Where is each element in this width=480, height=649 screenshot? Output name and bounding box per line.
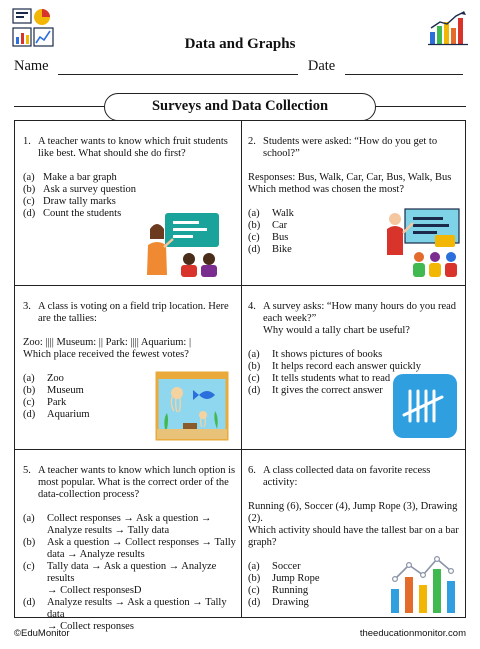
question-number: 4. bbox=[248, 301, 256, 312]
option-b[interactable]: (b) It helps record each answer quickly bbox=[248, 361, 421, 372]
question-text: A teacher wants to know which fruit students like best. What should she do first? bbox=[38, 136, 228, 159]
grid-divider-vertical bbox=[241, 121, 242, 617]
question-1 bbox=[23, 136, 233, 220]
classroom-teacher-icon bbox=[383, 205, 463, 279]
question-prompt: Which method was chosen the most? bbox=[248, 184, 405, 195]
question-text: A class is voting on a field trip location. Here are the tallies: bbox=[38, 301, 229, 324]
question-number: 5. bbox=[23, 465, 31, 476]
responses-text: Responses: Bus, Walk, Car, Car, Bus, Walk, Bus bbox=[248, 172, 452, 183]
question-prompt: Which activity should have the tallest bar on a bar graph? bbox=[248, 525, 459, 548]
option-b[interactable]: (b) Car bbox=[248, 220, 288, 231]
section-title: Surveys and Data Collection bbox=[104, 93, 376, 121]
option-b[interactable]: (b) Ask a question → Collect responses → Tally data → Analyze results bbox=[23, 537, 236, 560]
date-field[interactable] bbox=[345, 61, 463, 75]
option-c[interactable]: (c) Park bbox=[23, 397, 67, 408]
question-text: Students were asked: “How do you get to school?” bbox=[263, 136, 438, 159]
option-a[interactable]: (a) Zoo bbox=[23, 373, 64, 384]
option-c[interactable]: (c) Draw tally marks bbox=[23, 196, 116, 207]
question-prompt: Why would a tally chart be useful? bbox=[263, 325, 410, 336]
option-d[interactable]: (d) Drawing bbox=[248, 597, 309, 608]
option-d[interactable]: (d) Count the students bbox=[23, 208, 122, 219]
question-text: A class collected data on favorite recess activity: bbox=[263, 465, 431, 488]
option-b[interactable]: (b) Museum bbox=[23, 385, 84, 396]
question-number: 3. bbox=[23, 301, 31, 312]
option-d[interactable]: (d) Aquarium bbox=[23, 409, 90, 420]
option-c[interactable]: (c) Running bbox=[248, 585, 309, 596]
option-a[interactable]: (a) Collect responses → Ask a question → Analyze results → Tally data bbox=[23, 513, 212, 536]
option-c[interactable]: (c) Tally data → Ask a question → Analyze results → Collect responsesD bbox=[23, 561, 217, 596]
bar-line-chart-icon bbox=[387, 555, 463, 615]
question-5 bbox=[23, 465, 237, 633]
question-number: 6. bbox=[248, 465, 256, 476]
grid-divider-row1 bbox=[15, 285, 465, 286]
footer-brand: ©EduMonitor bbox=[14, 628, 70, 639]
option-a[interactable]: (a) Walk bbox=[248, 208, 294, 219]
option-b[interactable]: (b) Ask a survey question bbox=[23, 184, 137, 195]
question-number: 2. bbox=[248, 136, 256, 147]
page-title: Data and Graphs bbox=[184, 36, 296, 52]
aquarium-icon bbox=[155, 371, 229, 441]
name-field[interactable] bbox=[58, 61, 298, 75]
footer-website[interactable]: theeducationmonitor.com bbox=[359, 628, 466, 639]
date-label: Date bbox=[307, 58, 336, 74]
question-grid bbox=[14, 120, 466, 632]
question-text: A teacher wants to know which lunch option is most popular. What is the correct order of the data-collection process? bbox=[38, 465, 236, 500]
tally-marks-icon bbox=[392, 373, 458, 439]
data-text: Running (6), Soccer (4), Jump Rope (3), Drawing (2). bbox=[248, 501, 458, 524]
question-text: A survey asks: “How many hours do you read each week?” bbox=[263, 301, 457, 324]
question-prompt: Which place received the fewest votes? bbox=[23, 349, 189, 360]
tally-text: Zoo: |||| Museum: || Park: |||| Aquarium: | bbox=[23, 337, 192, 348]
option-d[interactable]: (d) Bike bbox=[248, 244, 292, 255]
name-label: Name bbox=[14, 58, 49, 74]
option-b[interactable]: (b) Jump Rope bbox=[248, 573, 320, 584]
teacher-presentation-icon bbox=[145, 209, 223, 277]
option-a[interactable]: (a) It shows pictures of books bbox=[248, 349, 383, 360]
option-a[interactable]: (a) Make a bar graph bbox=[23, 172, 117, 183]
name-date-row bbox=[14, 58, 466, 75]
option-c[interactable]: (c) It tells students what to read bbox=[248, 373, 391, 384]
option-a[interactable]: (a) Soccer bbox=[248, 561, 301, 572]
option-c[interactable]: (c) Bus bbox=[248, 232, 289, 243]
option-d[interactable]: (d) It gives the correct answer bbox=[248, 385, 383, 396]
question-number: 1. bbox=[23, 136, 31, 147]
option-d[interactable]: (d) Analyze results → Ask a question → Tally data → Collect responses bbox=[23, 597, 227, 632]
grid-divider-row2 bbox=[15, 449, 465, 450]
